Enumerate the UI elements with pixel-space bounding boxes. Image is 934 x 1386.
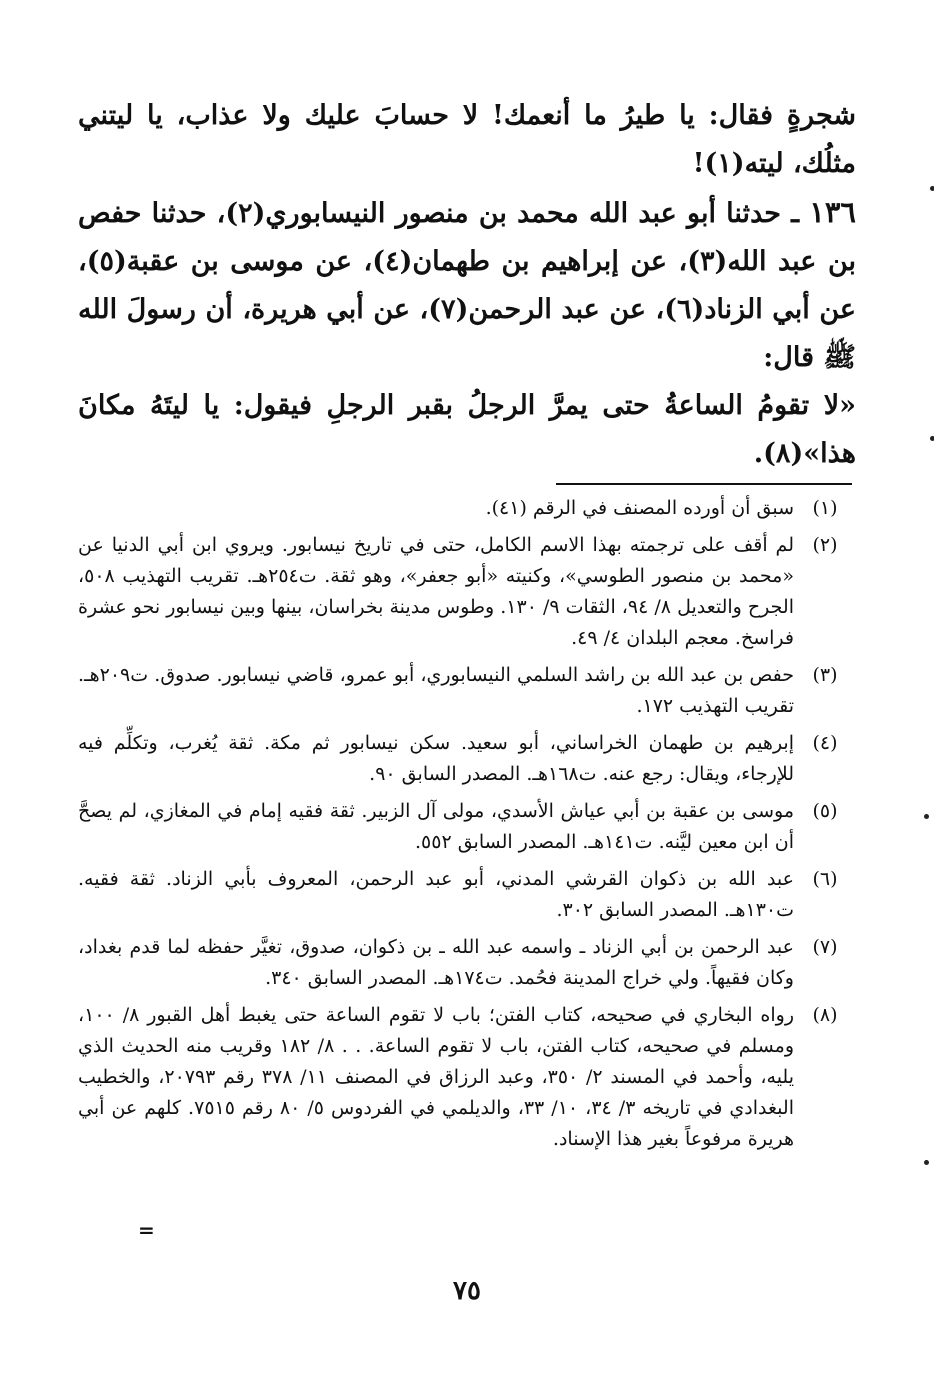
footnote-number: (٤) <box>812 732 838 754</box>
footnote <box>78 530 856 654</box>
footnote-text: عبد الله بن ذكوان القرشي المدني، أبو عبد الرحمن، المعروف بأبي الزناد. ثقة فقيه. ت١٣٠هـ. المصدر السابق ٣٠٢. <box>78 868 794 921</box>
footnote <box>78 493 856 524</box>
page-number: ٧٥ <box>453 1276 481 1306</box>
footnote <box>78 864 856 926</box>
continuation-mark: = <box>138 1218 155 1242</box>
footnotes <box>78 493 856 1161</box>
hadith-paragraph <box>78 188 856 382</box>
footnote-text: موسى بن عقبة بن أبي عياش الأسدي، مولى آل الزبير. ثقة فقيه إمام في المغازي، لم يصحَّ أن ابن معين ليَّنه. ت١٤١هـ. المصدر السابق ٥٥٢. <box>78 800 794 853</box>
footnote-text: حفص بن عبد الله بن راشد السلمي النيسابوري، أبو عمرو، قاضي نيسابور. صدوق. ت٢٠٩هـ. تقريب التهذيب ١٧٢. <box>78 664 794 717</box>
hadith-number: ١٣٦ <box>809 195 857 229</box>
footnote-number: (١) <box>812 497 838 519</box>
footnote-text: رواه البخاري في صحيحه، كتاب الفتن؛ باب لا تقوم الساعة حتى يغبط أهل القبور ٨/ ١٠٠، ومسلم في صحيحه، كتاب الفتن، باب لا تقوم الساعة. . . ٨/ ١٨٢ وقريب منه الحديث الذي يليه، وأحمد في المسند ٢/ ٣٥٠، وعبد الرزاق في المصنف ١١/ ٣٧٨ رقم ٢٠٧٩٣، والخطيب البغدادي في تاريخه ٣/ ٣٤، ١٠/ ٣٣، والديلمي في الفردوس ٥/ ٨٠ رقم ٧٥١٥. كلهم عن أبي هريرة مرفوعاً بغير هذا الإسناد. <box>78 1004 795 1150</box>
footnote-divider <box>556 483 852 485</box>
hadith-isnad: ـ حدثنا أبو عبد الله محمد بن منصور النيسابوري(٢)، حدثنا حفص بن عبد الله(٣)، عن إبراهيم بن طهمان(٤)، عن موسى بن عقبة(٥)، عن أبي الزناد(٦)، عن عبد الرحمن(٧)، عن أبي هريرة، أن رسولَ الله ﷺ قال: <box>78 198 857 373</box>
footnote-text: لم أقف على ترجمته بهذا الاسم الكامل، حتى في تاريخ نيسابور. ويروي ابن أبي الدنيا عن «محمد بن منصور الطوسي»، وكنيته «أبو جعفر»، وهو ثقة. ت٢٥٤هـ. تقريب التهذيب ٥٠٨، الجرح والتعديل ٨/ ٩٤، الثقات ٩/ ١٣٠. وطوس مدينة بخراسان، بينها وبين نيسابور نحو عشرة فراسخ. معجم البلدان ٤/ ٤٩. <box>78 534 794 649</box>
footnote <box>78 932 856 994</box>
footnote-number: (٦) <box>812 868 838 890</box>
footnote-number: (٨) <box>812 1004 838 1026</box>
footnote-number: (٣) <box>812 664 838 686</box>
footnote <box>78 660 856 722</box>
footnote-number: (٢) <box>812 534 838 556</box>
footnote-number: (٧) <box>812 936 838 958</box>
paragraph-continuation: شجرةٍ فقال: يا طيرُ ما أنعمك! لا حسابَ عليك ولا عذاب، يا ليتني مثلُك، ليته(١)! <box>78 100 856 179</box>
margin-dot <box>924 1160 929 1165</box>
footnote-number: (٥) <box>812 800 838 822</box>
footnote <box>78 728 856 790</box>
margin-dot <box>924 814 929 819</box>
margin-dot <box>930 436 934 441</box>
hadith-matn: «لا تقومُ الساعةُ حتى يمرَّ الرجلُ بقبر الرجلِ فيقول: يا ليتَهُ مكانَ هذا»(٨). <box>78 390 856 469</box>
footnote-text: إبرهيم بن طهمان الخراساني، أبو سعيد. سكن نيسابور ثم مكة. ثقة يُغرب، وتكلِّم فيه للإرجاء، ويقال: رجع عنه. ت١٦٨هـ. المصدر السابق ٩٠. <box>78 732 794 785</box>
footnote <box>78 1000 856 1155</box>
footnote <box>78 796 856 858</box>
margin-dot <box>930 186 934 191</box>
footnote-text: عبد الرحمن بن أبي الزناد ـ واسمه عبد الله ـ بن ذكوان، صدوق، تغيَّر حفظه لما قدم بغداد، وكان فقيهاً. ولي خراج المدينة فحُمد. ت١٧٤هـ. المصدر السابق ٣٤٠. <box>78 936 794 989</box>
main-text <box>78 92 856 478</box>
footnote-text: سبق أن أورده المصنف في الرقم (٤١). <box>485 497 794 519</box>
